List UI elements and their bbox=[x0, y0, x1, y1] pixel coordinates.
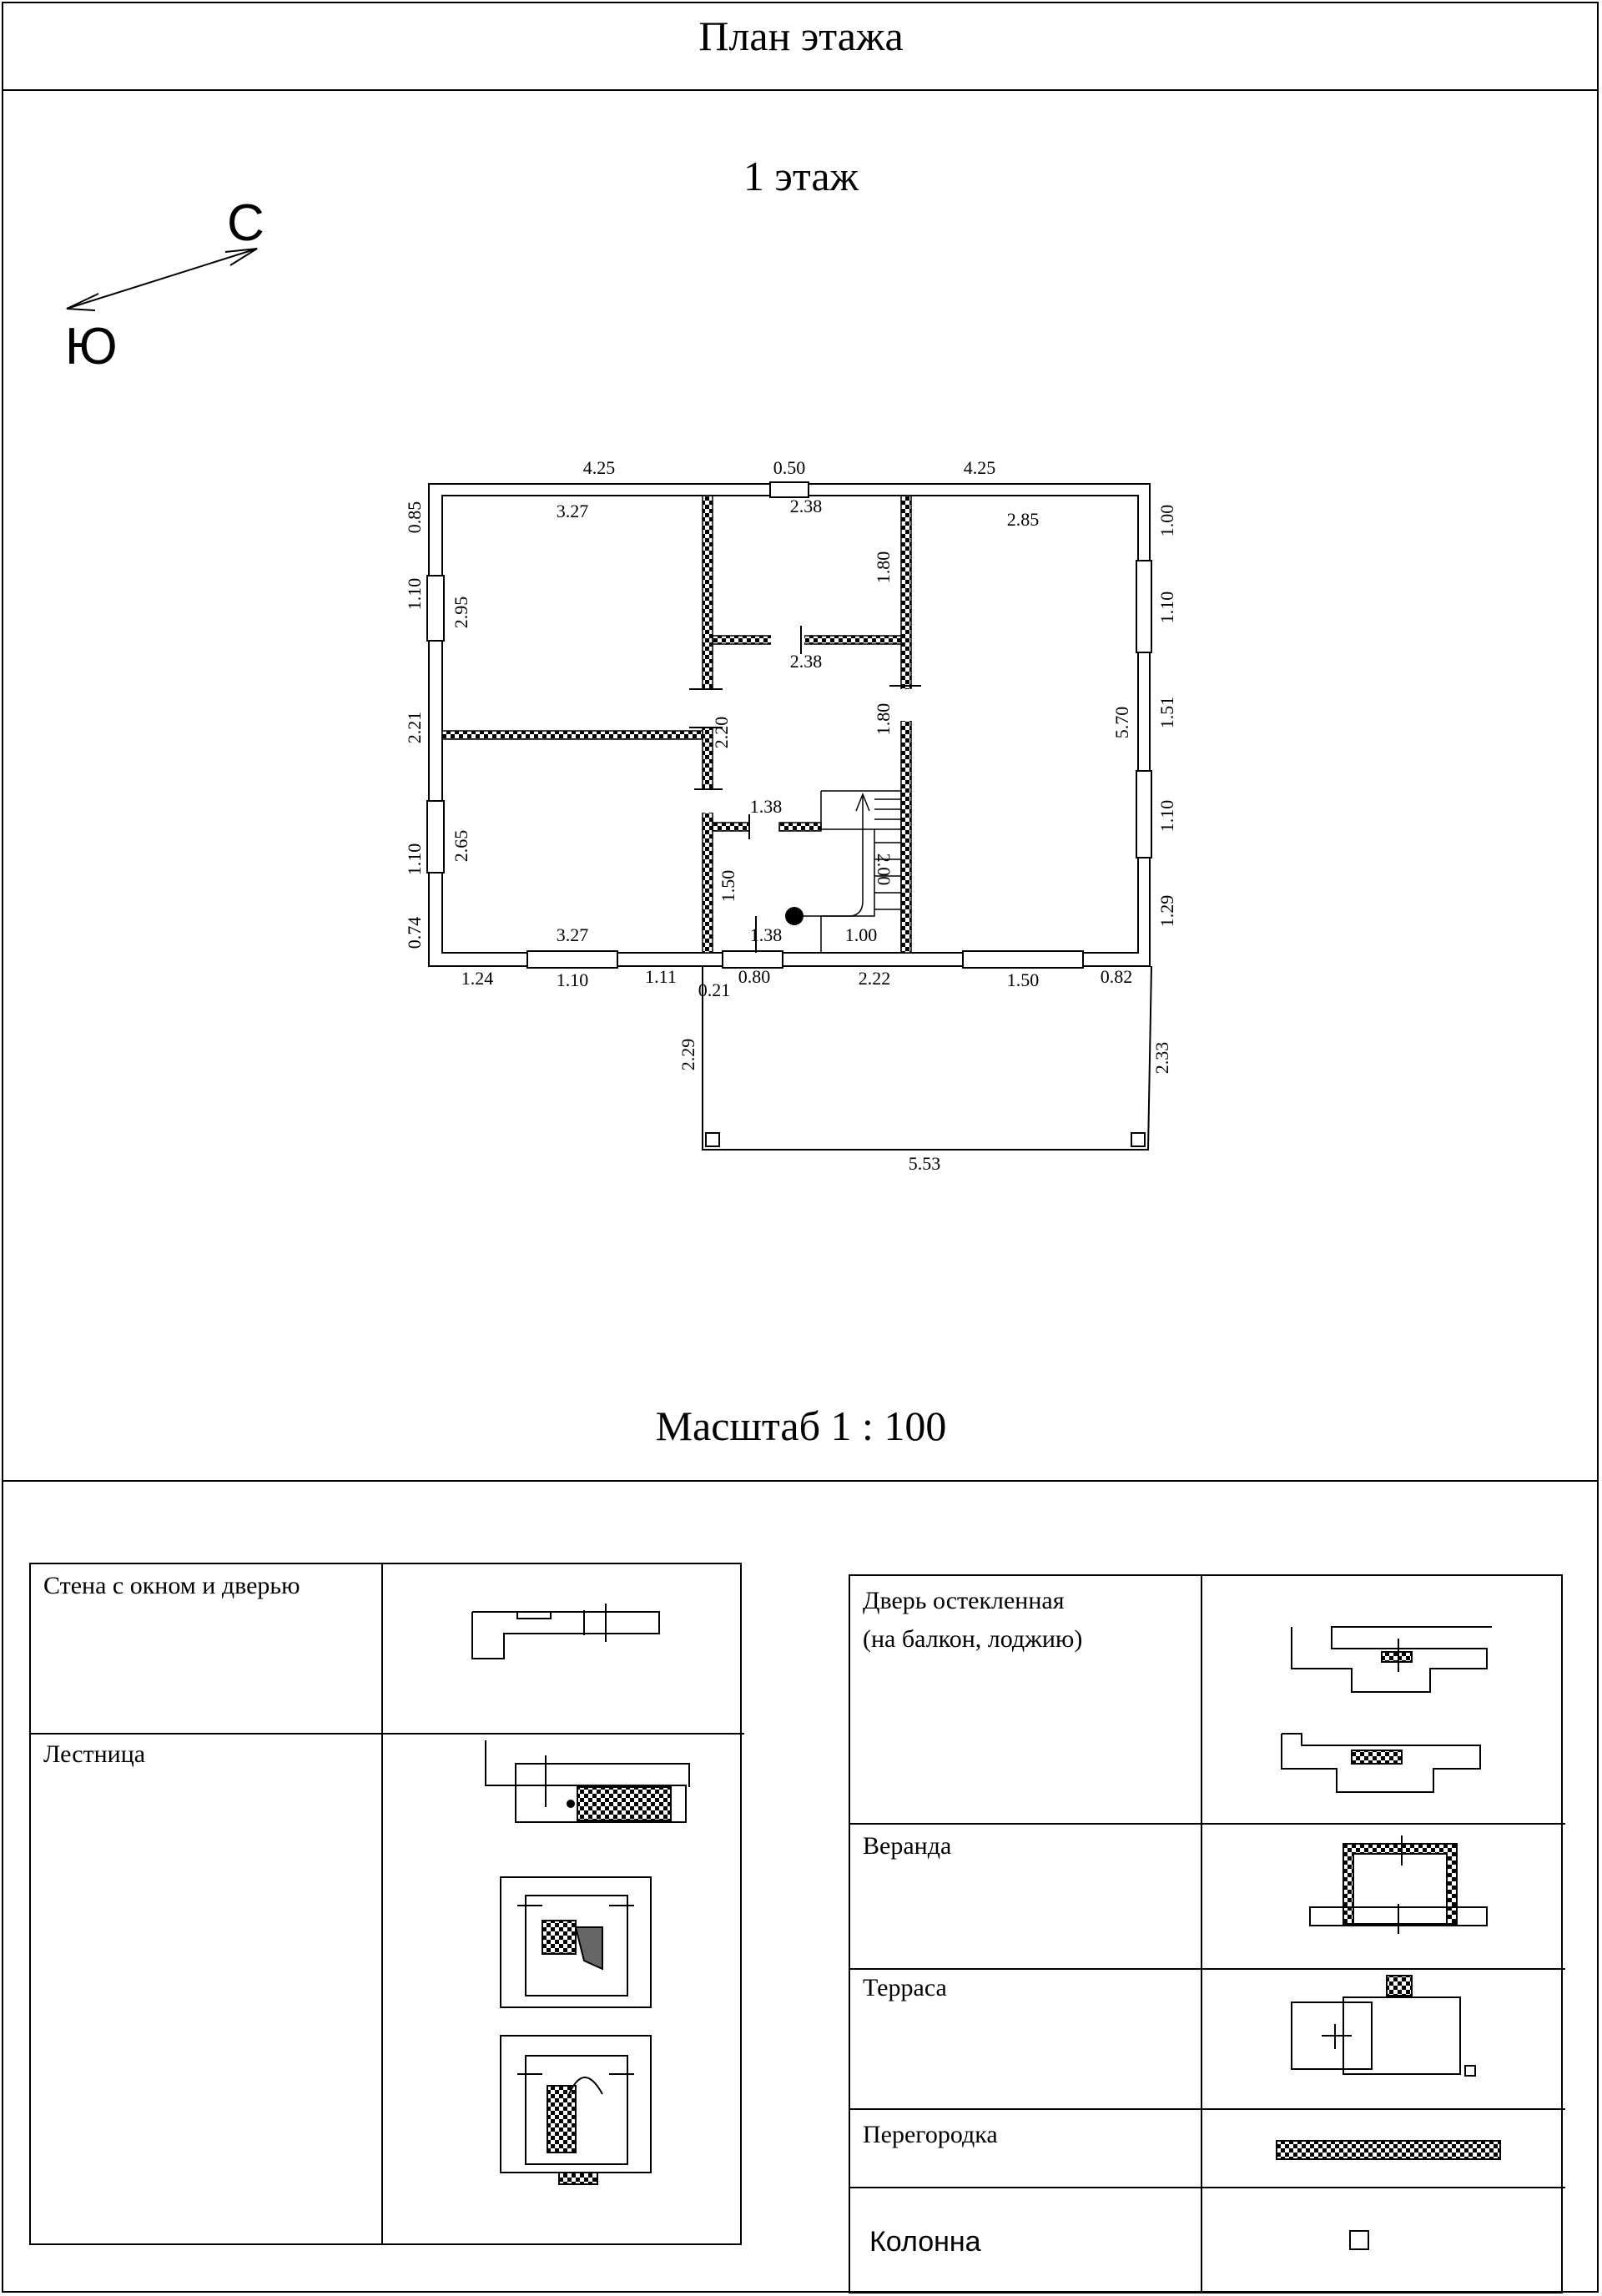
dim-hall-width: 2.38 bbox=[789, 651, 823, 672]
compass-arrow-icon bbox=[67, 249, 257, 310]
dim-room-d-height: 2.65 bbox=[451, 829, 471, 863]
legend-label-partition: Перегородка bbox=[863, 2121, 998, 2148]
dim-room-a-height: 2.95 bbox=[451, 596, 471, 629]
dim-room-b-top: 2.38 bbox=[789, 496, 823, 516]
legend-label-glazed-door-line1: Дверь остекленная bbox=[863, 1587, 1065, 1614]
dim-small-width-bottom: 1.38 bbox=[749, 924, 783, 945]
symbol-terrace bbox=[1292, 1976, 1475, 2076]
dim-room-d-bottom: 3.27 bbox=[556, 924, 589, 945]
legend-label-column: Колонна bbox=[869, 2226, 981, 2258]
windows bbox=[427, 482, 1151, 968]
scale-label: Масштаб 1 : 100 bbox=[655, 1402, 947, 1449]
symbol-veranda bbox=[1310, 1835, 1487, 1934]
dim-stair-height: 2.00 bbox=[874, 853, 894, 886]
dim-terrace-right: 2.33 bbox=[1151, 1041, 1172, 1075]
dim-terrace-left: 2.29 bbox=[678, 1038, 698, 1071]
terrace bbox=[703, 966, 1151, 1150]
dim-bottom-124: 1.24 bbox=[461, 968, 494, 989]
legend-left-table bbox=[30, 1563, 744, 2244]
compass-south-label: Ю bbox=[65, 318, 118, 375]
dim-bottom-082: 0.82 bbox=[1100, 966, 1133, 987]
dim-right-151: 1.51 bbox=[1156, 696, 1177, 729]
dim-hall-height: 1.80 bbox=[873, 702, 894, 736]
dim-stair-width: 1.00 bbox=[844, 924, 878, 945]
dim-small-width: 1.38 bbox=[749, 796, 783, 817]
dim-right-100: 1.00 bbox=[1156, 504, 1177, 537]
dim-left-085: 0.85 bbox=[404, 501, 425, 534]
dim-right-129: 1.29 bbox=[1156, 894, 1177, 928]
door-marks bbox=[689, 626, 921, 953]
dim-bottom-080: 0.80 bbox=[738, 966, 771, 987]
legend-label-stair: Лестница bbox=[43, 1740, 146, 1768]
legend-label-wall-window-door: Стена с окном и дверью bbox=[43, 1572, 300, 1599]
symbol-glazed-door bbox=[1282, 1627, 1492, 1792]
dim-top-left: 4.25 bbox=[582, 457, 616, 478]
dim-bottom-110: 1.10 bbox=[556, 969, 589, 990]
dim-room-c-top: 2.85 bbox=[1006, 509, 1040, 530]
dim-left-221: 2.21 bbox=[404, 711, 425, 744]
partitions bbox=[442, 496, 911, 953]
symbol-stair-2 bbox=[501, 1877, 651, 2007]
outer-walls bbox=[429, 484, 1150, 966]
dim-right-110b: 1.10 bbox=[1156, 799, 1177, 833]
dim-room-a-top: 3.27 bbox=[556, 501, 589, 521]
dim-right-110a: 1.10 bbox=[1156, 591, 1177, 624]
legend-label-terrace: Терраса bbox=[863, 1974, 947, 2001]
dim-left-074: 0.74 bbox=[404, 916, 425, 949]
dim-room-b-height: 1.80 bbox=[873, 551, 894, 584]
dim-left-110a: 1.10 bbox=[404, 577, 425, 611]
dim-top-mid: 0.50 bbox=[773, 457, 806, 478]
floor-label: 1 этаж bbox=[743, 153, 859, 199]
dim-room-c-height: 5.70 bbox=[1111, 706, 1132, 739]
dim-bottom-150: 1.50 bbox=[1006, 969, 1040, 990]
symbol-wall-window-door bbox=[472, 1604, 659, 1659]
dim-small-height: 1.50 bbox=[718, 869, 738, 903]
compass-north-label: С bbox=[227, 194, 264, 252]
symbol-column bbox=[1350, 2231, 1368, 2249]
symbol-stair-3 bbox=[501, 2036, 651, 2184]
symbol-partition bbox=[1277, 2141, 1500, 2159]
dim-bottom-111: 1.11 bbox=[645, 966, 677, 987]
dim-left-110b: 1.10 bbox=[404, 843, 425, 876]
legend-label-veranda: Веранда bbox=[863, 1832, 952, 1860]
legend-right-table bbox=[849, 1575, 1565, 2293]
legend-label-glazed-door-line2: (на балкон, лоджию) bbox=[863, 1625, 1083, 1653]
dim-bottom-222: 2.22 bbox=[858, 968, 891, 989]
dim-top-right: 4.25 bbox=[963, 457, 996, 478]
dim-terrace-bottom: 5.53 bbox=[908, 1153, 941, 1174]
symbol-stair-1 bbox=[486, 1740, 689, 1822]
stair-start-dot bbox=[785, 907, 804, 925]
dim-corridor-height: 2.20 bbox=[711, 716, 732, 749]
dim-bottom-021: 0.21 bbox=[698, 979, 731, 1000]
page-title: План этажа bbox=[698, 13, 904, 59]
